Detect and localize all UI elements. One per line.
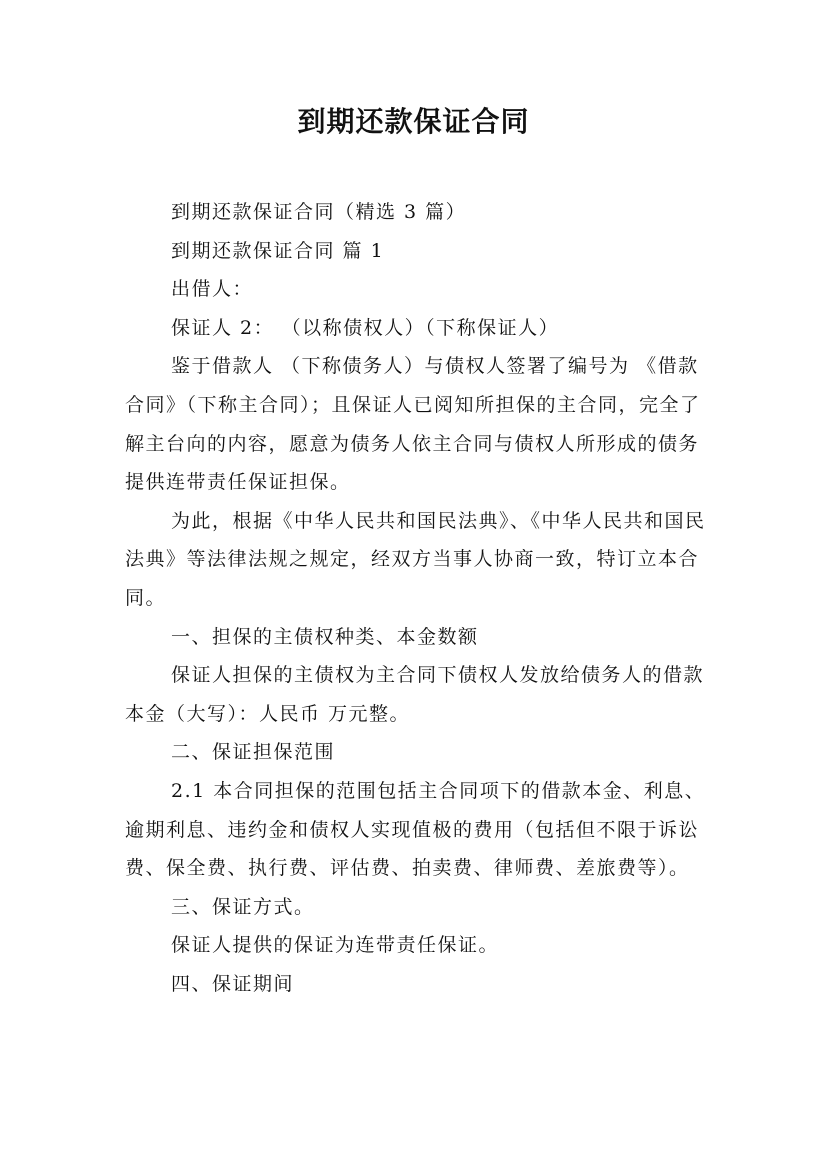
section-heading-2: 二、保证担保范围	[171, 741, 336, 764]
paragraph-principal: 保证人担保的主债权为主合同下债权人发放给债务人的借款本金（大写）：人民币 万元整。	[125, 664, 705, 725]
section-heading-3: 三、保证方式。	[171, 895, 315, 918]
section-heading-1: 一、担保的主债权种类、本金数额	[171, 625, 479, 648]
section-heading-4: 四、保证期间	[171, 972, 295, 995]
paragraph-basis: 为此，根据《中华人民共和国民法典》、《中华人民共和国民法典》等法律法规之规定，经双方当事人协商一致，特订立本合同。	[125, 509, 706, 609]
paragraph-method: 保证人提供的保证为连带责任保证。	[171, 934, 500, 957]
paragraph-whereas: 鉴于借款人 （下称债务人）与债权人签署了编号为 《借款合同》（下称主合同）；且保证人已阅知所担保的主合同，完全了解主台向的内容，愿意为债务人依主合同与债权人所形成的债务提供连带责任保证担保。	[125, 355, 701, 494]
document-title: 到期还款保证合同	[297, 105, 530, 138]
paragraph-subheading: 到期还款保证合同 篇 1	[171, 239, 385, 262]
document-body	[125, 193, 715, 1003]
paragraph-lender: 出借人：	[171, 278, 254, 301]
paragraph-scope: 2.1 本合同担保的范围包括主合同项下的借款本金、利息、逾期利息、违约金和债权人实现值极的费用（包括但不限于诉讼费、保全费、执行费、评估费、拍卖费、律师费、差旅费等）。	[125, 779, 706, 880]
paragraph-guarantor: 保证人 2： （以称债权人）（下称保证人）	[171, 316, 560, 339]
paragraph-heading-collection: 到期还款保证合同（精选 3 篇）	[171, 201, 467, 223]
